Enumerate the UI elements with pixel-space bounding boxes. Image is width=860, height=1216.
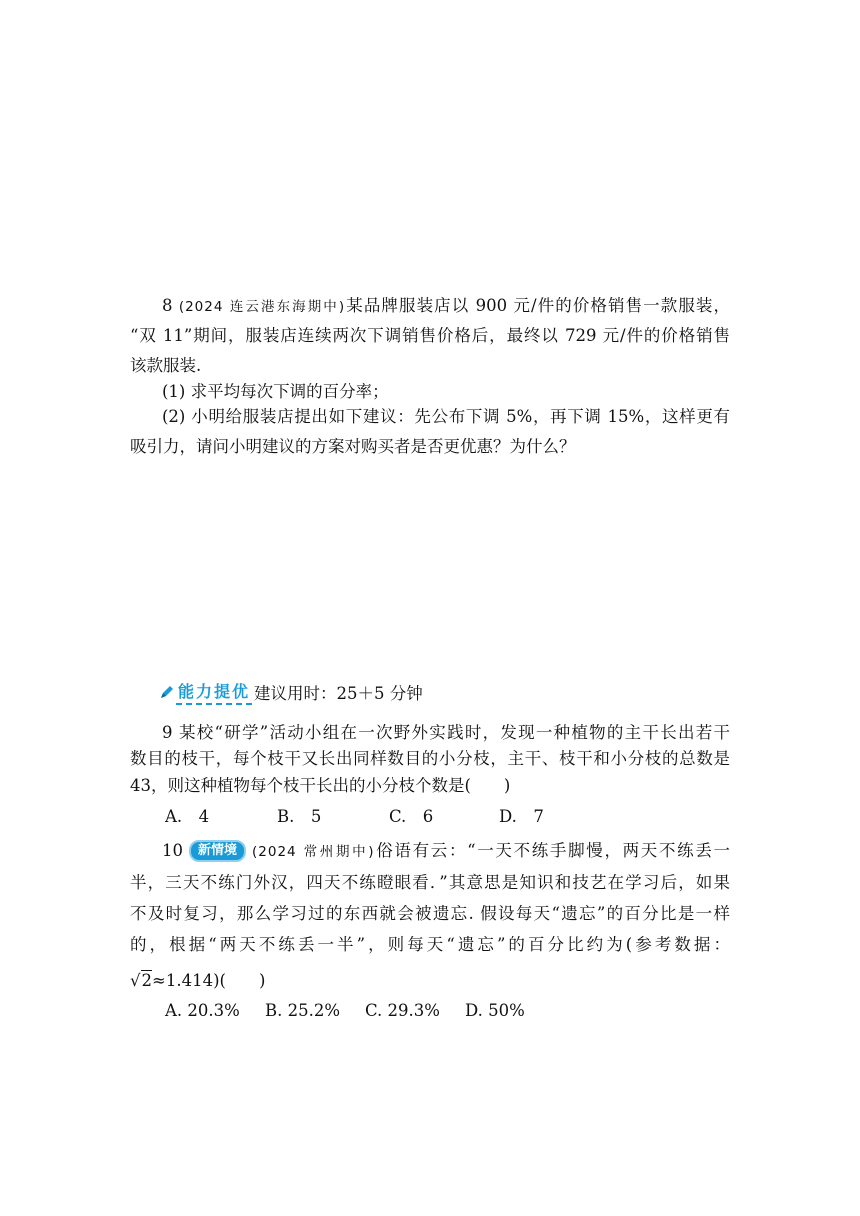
sqrt-symbol: √ bbox=[130, 971, 141, 990]
section-time: 建议用时：25＋5 分钟 bbox=[254, 684, 423, 703]
q10-line-5 bbox=[130, 967, 265, 991]
new-context-badge: 新情境 bbox=[189, 840, 246, 862]
section-header bbox=[158, 681, 423, 703]
section-title: 能力提优 bbox=[176, 679, 252, 705]
q10-line-1-text: 俗语有云：“一天不练手脚慢，两天不练丢一 bbox=[374, 841, 731, 860]
pen-icon bbox=[158, 683, 176, 701]
q9-option-d[interactable]: D. 7 bbox=[499, 807, 544, 826]
q10-line-3: 不及时复习，那么学习过的东西就会被遗忘. 假设每天“遗忘”的百分比是一样 bbox=[130, 904, 730, 923]
q9-line-2: 数目的枝干，每个枝干又长出同样数目的小分枝，主干、枝干和小分枝的总数是 bbox=[130, 749, 730, 768]
q10-option-d[interactable]: D. 50% bbox=[465, 1001, 525, 1020]
q8-line-1 bbox=[162, 295, 730, 318]
q8-sub-1: (1) 求平均每次下调的百分率； bbox=[162, 382, 389, 401]
q8-line-2: “双 11”期间，服装店连续两次下调销售价格后，最终以 729 元/件的价格销售 bbox=[130, 326, 730, 345]
q10-source: (2024 常州期中) bbox=[252, 844, 375, 860]
sqrt-radicand: 2 bbox=[141, 971, 153, 990]
q8-sub-2-line-1: (2) 小明给服装店提出如下建议：先公布下调 5%，再下调 15%，这样更有 bbox=[162, 407, 730, 426]
q10-line-2: 半，三天不练门外汉，四天不练瞪眼看．”其意思是知识和技艺在学习后，如果 bbox=[130, 873, 730, 892]
q10-line-5-text: ≈1.414)( ) bbox=[152, 971, 266, 990]
q8-number: 8 bbox=[162, 296, 173, 315]
q10-option-b[interactable]: B. 25.2% bbox=[265, 1001, 341, 1020]
q10-line-1 bbox=[162, 840, 730, 863]
q9-line-3: 43，则这种植物每个枝干长出的小分枝个数是( ) bbox=[130, 776, 511, 795]
q10-line-4: 的，根据“两天不练丢一半”，则每天“遗忘”的百分比约为(参考数据： bbox=[130, 935, 730, 954]
q9-option-b[interactable]: B. 5 bbox=[277, 807, 322, 826]
q9-option-a[interactable]: A. 4 bbox=[165, 807, 210, 826]
q10-number: 10 bbox=[162, 841, 183, 860]
q8-sub-2-line-2: 吸引力，请问小明建议的方案对购买者是否更优惠？为什么？ bbox=[130, 437, 576, 456]
q8-line-3: 该款服装. bbox=[130, 356, 202, 375]
q8-source: (2024 连云港东海期中) bbox=[178, 299, 346, 315]
q9-line-1: 9 某校“研学”活动小组在一次野外实践时，发现一种植物的主干长出若干 bbox=[162, 723, 730, 742]
q9-option-c[interactable]: C. 6 bbox=[389, 807, 434, 826]
q10-option-a[interactable]: A. 20.3% bbox=[165, 1001, 240, 1020]
q8-line-1-text: 某品牌服装店以 900 元/件的价格销售一款服装， bbox=[345, 296, 730, 315]
q10-option-c[interactable]: C. 29.3% bbox=[365, 1001, 440, 1020]
